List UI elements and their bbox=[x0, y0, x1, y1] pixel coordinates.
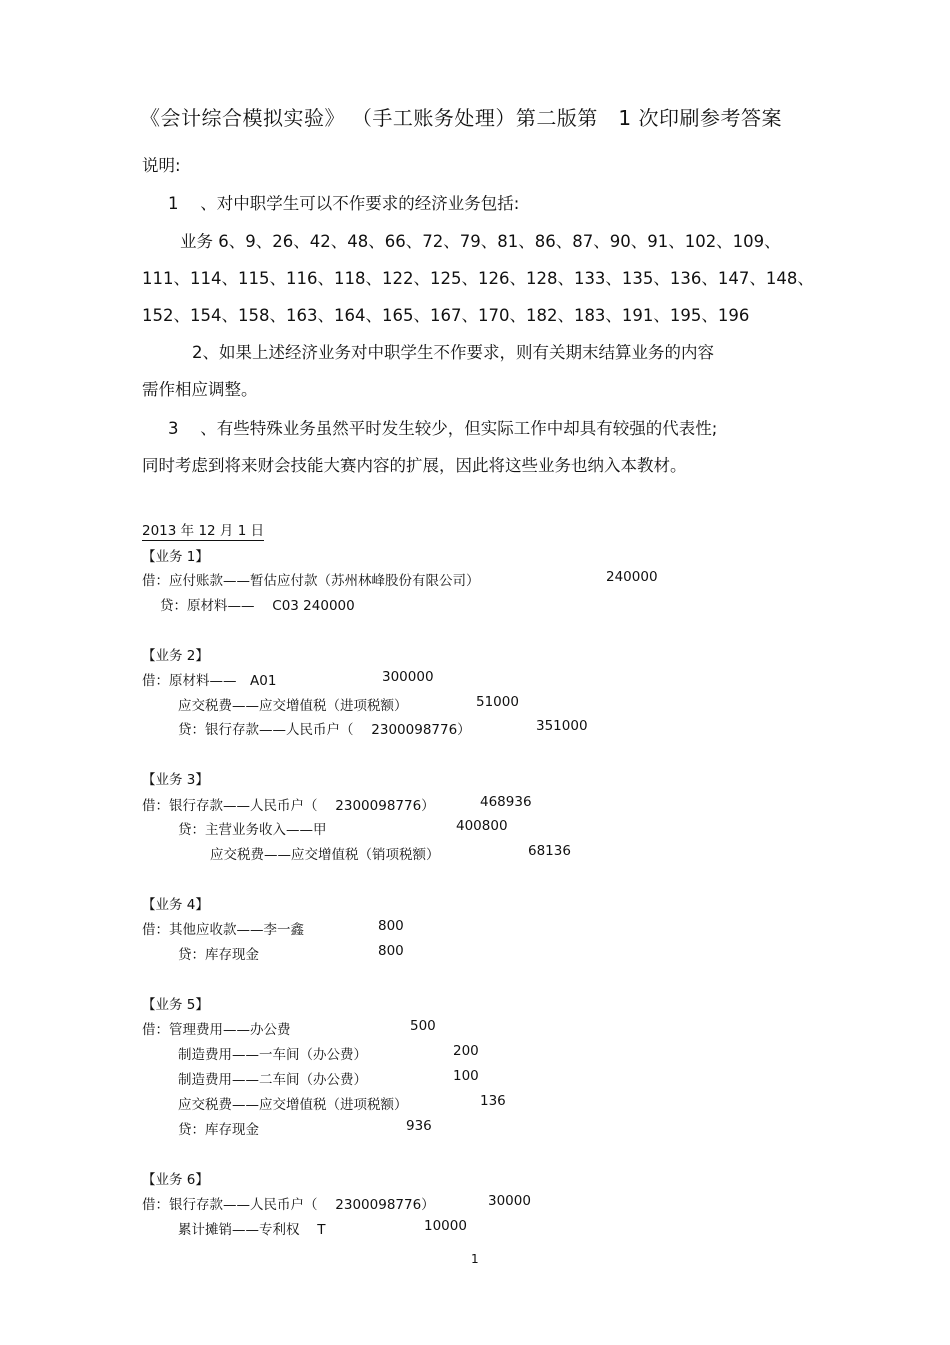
entry-3-line-3-amount: 68136 bbox=[528, 843, 571, 859]
business-list-line-2: 111、114、115、116、118、122、125、126、128、133、135、136、147、148、 bbox=[142, 269, 814, 288]
entry-6-line-1: 借：银行存款——人民币户（ 2300098776） bbox=[142, 1197, 435, 1213]
entry-4-line-2-amount: 800 bbox=[378, 943, 404, 959]
entry-2-line-3-amount: 351000 bbox=[536, 718, 588, 734]
notes-heading: 说明: bbox=[142, 156, 181, 175]
entry-2-line-3: 贷：银行存款——人民币户（ 2300098776） bbox=[178, 722, 471, 738]
entry-2-line-2-amount: 51000 bbox=[476, 694, 519, 710]
entry-5-line-2: 制造费用——一车间（办公费） bbox=[178, 1047, 367, 1063]
entry-2-header: 【业务 2】 bbox=[142, 648, 209, 664]
entry-5-line-4: 应交税费——应交增值税（进项税额） bbox=[178, 1097, 408, 1113]
note-2-line-2: 需作相应调整。 bbox=[142, 380, 258, 399]
document-title: 《会计综合模拟实验》 （手工账务处理）第二版第 1 次印刷参考答案 bbox=[140, 106, 782, 130]
entry-5-line-5: 贷：库存现金 bbox=[178, 1122, 259, 1138]
entry-6-header: 【业务 6】 bbox=[142, 1172, 209, 1188]
entry-3-line-1-amount: 468936 bbox=[480, 794, 532, 810]
entry-5-line-4-amount: 136 bbox=[480, 1093, 506, 1109]
entry-2-line-2: 应交税费——应交增值税（进项税额） bbox=[178, 698, 408, 714]
note-1: 1 、对中职学生可以不作要求的经济业务包括: bbox=[168, 194, 520, 213]
entry-3-line-2-amount: 400800 bbox=[456, 818, 508, 834]
entry-1-header: 【业务 1】 bbox=[142, 549, 209, 565]
business-list-line-3: 152、154、158、163、164、165、167、170、182、183、191、195、196 bbox=[142, 306, 750, 325]
entry-5-line-3-amount: 100 bbox=[453, 1068, 479, 1084]
entry-4-line-2: 贷：库存现金 bbox=[178, 947, 259, 963]
business-list-line-1: 业务 6、9、26、42、48、66、72、79、81、86、87、90、91、102、109、 bbox=[180, 232, 781, 251]
entry-6-line-1-amount: 30000 bbox=[488, 1193, 531, 1209]
entry-1-debit-amount: 240000 bbox=[606, 569, 658, 585]
entry-4-line-1-amount: 800 bbox=[378, 918, 404, 934]
entry-5-header: 【业务 5】 bbox=[142, 997, 209, 1013]
entry-6-line-2: 累计摊销——专利权 T bbox=[178, 1222, 326, 1238]
entry-4-line-1: 借：其他应收款——李一鑫 bbox=[142, 922, 304, 938]
note-2-line-1: 2、如果上述经济业务对中职学生不作要求，则有关期末结算业务的内容 bbox=[192, 343, 714, 362]
note-3-line-1: 3 、有些特殊业务虽然平时发生较少，但实际工作中却具有较强的代表性; bbox=[168, 419, 718, 438]
entry-2-line-1-amount: 300000 bbox=[382, 669, 434, 685]
page-number: 1 bbox=[471, 1252, 479, 1266]
entry-4-header: 【业务 4】 bbox=[142, 897, 209, 913]
entry-3-line-1: 借：银行存款——人民币户（ 2300098776） bbox=[142, 798, 435, 814]
entry-6-line-2-amount: 10000 bbox=[424, 1218, 467, 1234]
entry-3-line-3: 应交税费——应交增值税（销项税额） bbox=[210, 847, 440, 863]
entry-3-header: 【业务 3】 bbox=[142, 772, 209, 788]
entry-date: 2013 年 12 月 1 日 bbox=[142, 519, 264, 541]
entry-5-line-1: 借：管理费用——办公费 bbox=[142, 1022, 291, 1038]
entry-5-line-2-amount: 200 bbox=[453, 1043, 479, 1059]
entry-2-line-1: 借：原材料—— A01 bbox=[142, 673, 277, 689]
entry-1-credit: 贷：原材料—— C03 240000 bbox=[160, 598, 355, 614]
entry-5-line-3: 制造费用——二车间（办公费） bbox=[178, 1072, 367, 1088]
note-3-line-2: 同时考虑到将来财会技能大赛内容的扩展，因此将这些业务也纳入本教材。 bbox=[142, 456, 687, 475]
entry-1-debit: 借：应付账款——暂估应付款（苏州林峰股份有限公司） bbox=[142, 573, 480, 589]
entry-3-line-2: 贷：主营业务收入——甲 bbox=[178, 822, 327, 838]
entry-5-line-5-amount: 936 bbox=[406, 1118, 432, 1134]
entry-5-line-1-amount: 500 bbox=[410, 1018, 436, 1034]
